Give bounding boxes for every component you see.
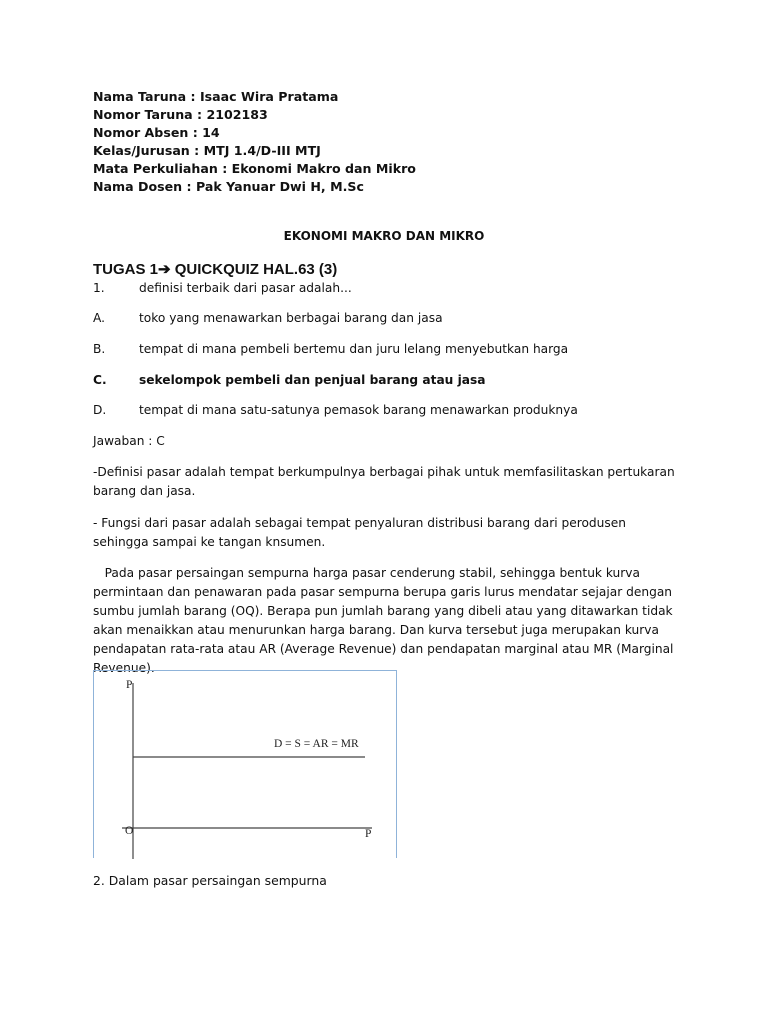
question-1 xyxy=(93,281,352,295)
option-d xyxy=(93,403,578,417)
option-letter: A. xyxy=(93,311,105,325)
y-axis-label: P xyxy=(126,679,133,691)
option-b xyxy=(93,342,568,356)
x-axis-label: P xyxy=(365,828,372,840)
option-text: toko yang menawarkan berbagai barang dan jasa xyxy=(139,311,443,325)
option-text: tempat di mana satu-satunya pemasok barang menawarkan produknya xyxy=(139,403,578,417)
paragraph-perfect-competition: Pada pasar persaingan sempurna harga pasar cenderung stabil, sehingga bentuk kurva permintaan dan penawaran pada pasar sempurna berupa garis lurus mendatar sejajar dengan sumbu jumlah barang (OQ). Berapa pun jumlah barang yang dibeli atau yang ditawarkan tidak akan menaikkan atau menurunkan harga barang. Dan kurva tersebut juga merupakan kurva pendapatan rata-rata atau AR (Average Revenue) dan pendapatan marginal atau MR (Marginal Revenue). xyxy=(93,566,674,675)
answer: Jawaban : C xyxy=(93,434,165,448)
demand-curve-figure xyxy=(93,670,397,858)
question-number: 1. xyxy=(93,281,105,295)
demand-curve-graph xyxy=(94,671,398,859)
task-title: TUGAS 1➔ QUICKQUIZ HAL.63 (3) xyxy=(93,261,338,278)
option-text: sekelompok pembeli dan penjual barang atau jasa xyxy=(139,373,486,387)
lecturer-name: Nama Dosen : Pak Yanuar Dwi H, M.Sc xyxy=(93,179,364,194)
question-2: 2. Dalam pasar persaingan sempurna xyxy=(93,873,327,888)
question-text: definisi terbaik dari pasar adalah... xyxy=(139,281,352,295)
student-name: Nama Taruna : Isaac Wira Pratama xyxy=(93,89,339,104)
student-number: Nomor Taruna : 2102183 xyxy=(93,107,268,122)
option-letter: D. xyxy=(93,403,107,417)
option-text: tempat di mana pembeli bertemu dan juru lelang menyebutkan harga xyxy=(139,342,569,356)
class-major: Kelas/Jurusan : MTJ 1.4/D-III MTJ xyxy=(93,143,321,158)
course-name: Mata Perkuliahan : Ekonomi Makro dan Mikro xyxy=(93,161,416,176)
paragraph-definition: -Definisi pasar adalah tempat berkumpulnya berbagai pihak untuk memfasilitaskan pertukaran barang dan jasa. xyxy=(93,465,675,498)
curve-label: D = S = AR = MR xyxy=(274,738,359,750)
origin-label: O xyxy=(125,825,134,837)
option-c xyxy=(93,373,485,387)
absence-number: Nomor Absen : 14 xyxy=(93,125,220,140)
paragraph-function: - Fungsi dari pasar adalah sebagai tempat penyaluran distribusi barang dari perodusen sehingga sampai ke tangan knsumen. xyxy=(93,516,626,549)
document-title: EKONOMI MAKRO DAN MIKRO xyxy=(283,229,485,243)
option-letter: C. xyxy=(93,373,107,387)
option-a xyxy=(93,311,443,325)
option-letter: B. xyxy=(93,342,106,356)
